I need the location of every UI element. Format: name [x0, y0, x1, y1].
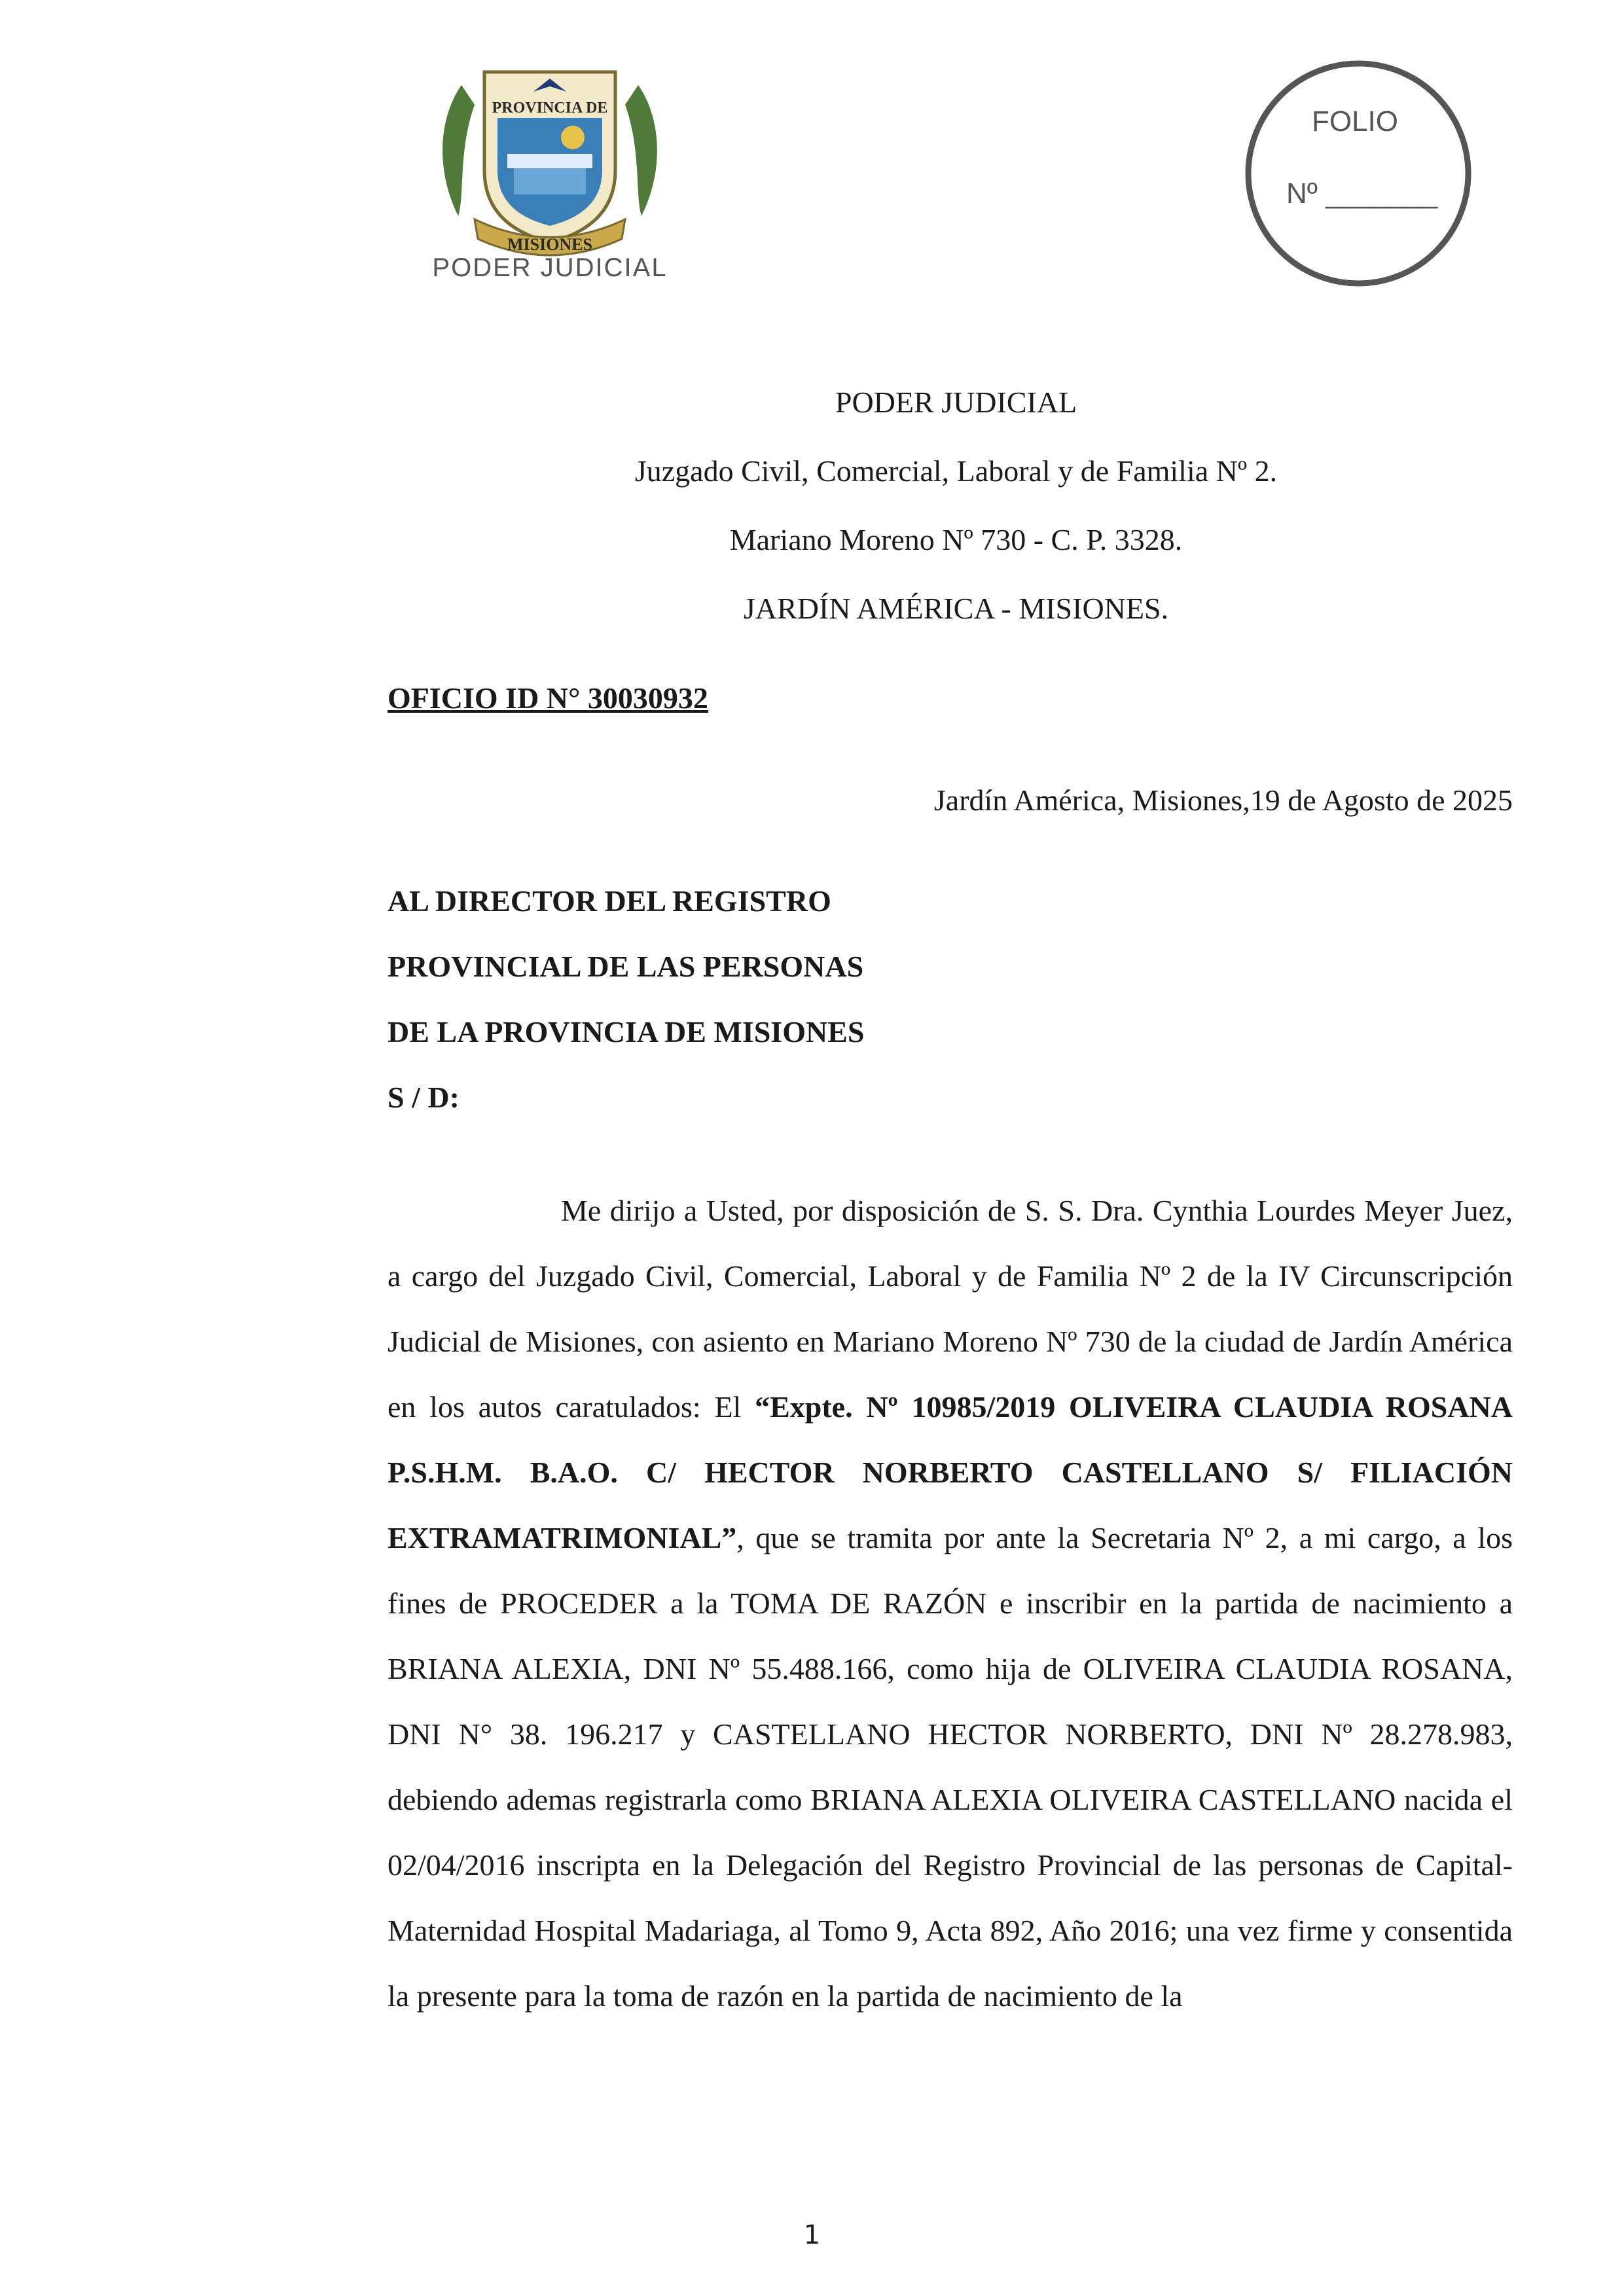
body-text-part2: , que se tramita por ante la Secretaria Nº 2, a mi cargo, a los fines de PROCEDER a la TOMA DE RAZÓN e inscribir en la partida de nacimiento a BRIANA ALEXIA, DNI Nº 55.488.166, como hija de OLIVEIRA CLAUDIA ROSANA, DNI N° 38. 196.217 y CASTELLANO HECTOR NORBERTO, DNI Nº 28.278.983, debiendo ademas registrarla como BRIANA ALEXIA OLIVEIRA CASTELLANO nacida el 02/04/2016 inscripta en la Delegación del Registro Provincial de las personas de Capital-Maternidad Hospital Madariaga, al Tomo 9, Acta 892, Año 2016; una vez firme y consentida la presente para la toma de razón en la partida de nacimiento de la — [388, 1521, 1513, 2013]
body-text-part1: Me dirijo a Usted, por disposición de S. S. Dra. Cynthia Lourdes Meyer Juez, a cargo del Juzgado Civil, Comercial, Laboral y de Familia Nº 2 de la IV Circunscripción Judicial de Misiones, con asiento en Mariano Moreno Nº 730 de la ciudad de Jardín América en los autos caratulados: El — [388, 1194, 1513, 1424]
addressee-line-4: S / D: — [388, 1081, 460, 1114]
poder-judicial-logo — [412, 46, 687, 281]
header-line-2: Juzgado Civil, Comercial, Laboral y de Familia Nº 2. — [634, 454, 1278, 488]
header-line-1: PODER JUDICIAL — [835, 386, 1077, 419]
addressee-line-1: AL DIRECTOR DEL REGISTRO — [388, 884, 831, 918]
logo-bottom-text: MISIONES — [507, 235, 593, 254]
logo-arc-text: PROVINCIA DE — [492, 99, 608, 117]
page-number: 1 — [803, 2220, 821, 2250]
header-line-3: Mariano Moreno Nº 730 - C. P. 3328. — [729, 523, 1183, 556]
folio-number-label: Nº _______ — [1286, 177, 1438, 209]
logo-caption: PODER JUDICIAL — [432, 253, 668, 281]
body-paragraph — [388, 1178, 1513, 2029]
case-title: “Expte. Nº 10985/2019 OLIVEIRA CLAUDIA ROSANA P.S.H.M. B.A.O. C/ HECTOR NORBERTO CASTELLANO S/ FILIACIÓN EXTRAMATRIMONIAL” — [388, 1390, 1513, 1554]
header-line-4: JARDÍN AMÉRICA - MISIONES. — [743, 592, 1169, 625]
folio-stamp — [1240, 56, 1476, 291]
folio-title: FOLIO — [1311, 105, 1399, 137]
addressee-line-2: PROVINCIAL DE LAS PERSONAS — [388, 950, 864, 983]
date-line: Jardín América, Misiones,19 de Agosto de 2025 — [933, 783, 1513, 817]
addressee-line-3: DE LA PROVINCIA DE MISIONES — [388, 1015, 865, 1049]
oficio-id: OFICIO ID N° 30030932 — [388, 681, 708, 715]
